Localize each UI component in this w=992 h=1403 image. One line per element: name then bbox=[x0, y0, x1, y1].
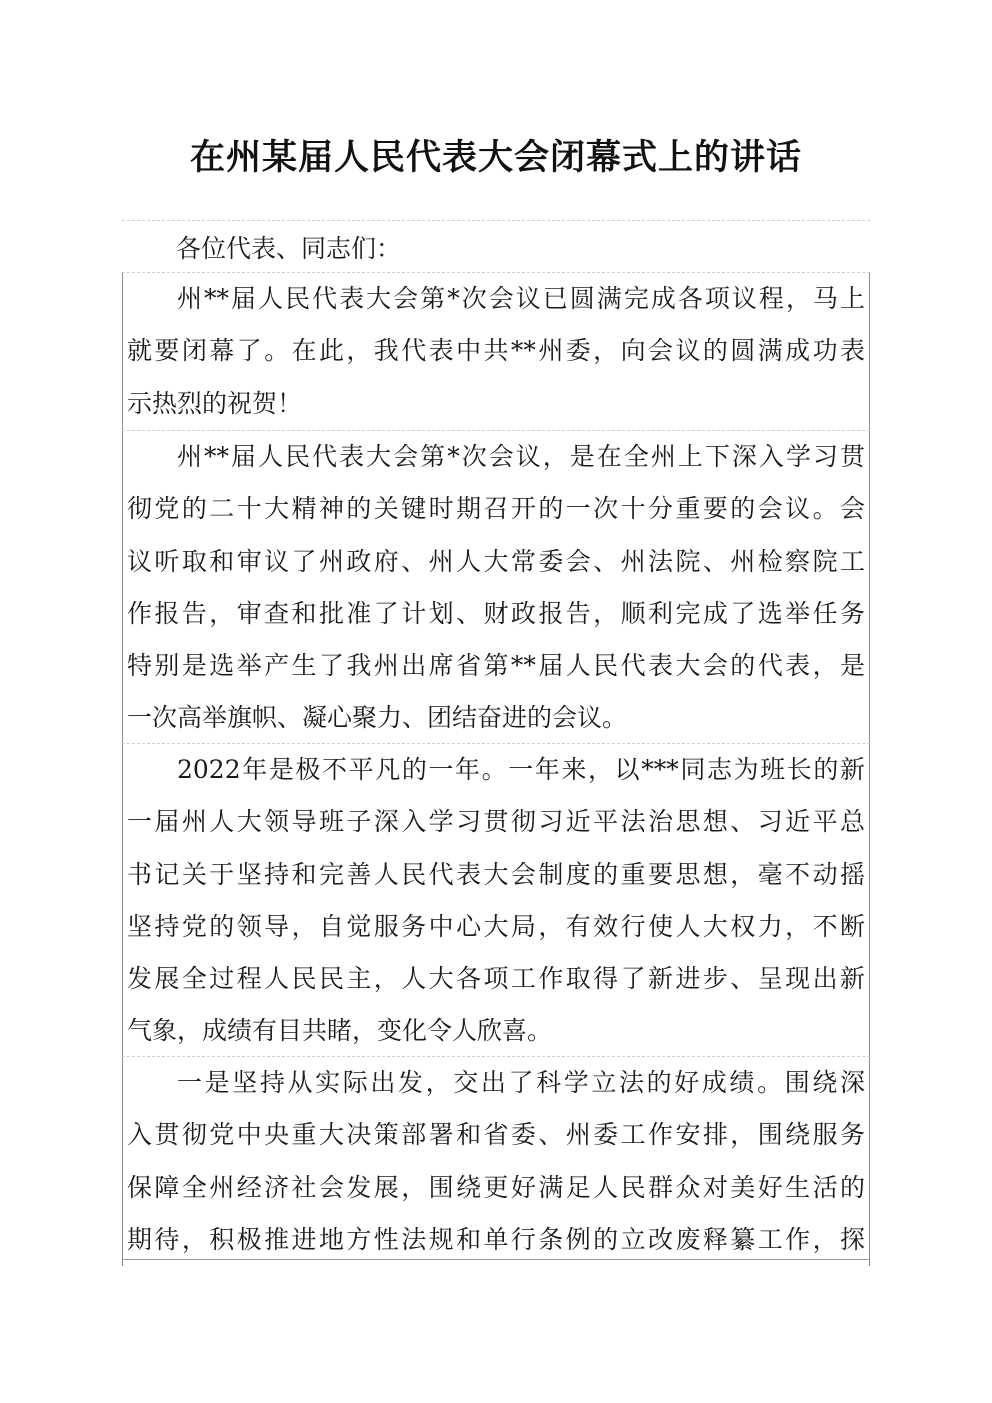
paragraph-line: 议听取和审议了州政府、州人大常委会、州法院、州检察院工 bbox=[127, 546, 865, 576]
paragraph-line: 一届州人大领导班子深入学习贯彻习近平法治思想、习近平总 bbox=[127, 807, 865, 837]
paragraph-3 bbox=[122, 744, 870, 1058]
paragraph-line: 入贯彻党中央重大决策部署和省委、州委工作安排，围绕服务 bbox=[127, 1120, 865, 1150]
paragraph-line: 示热烈的祝贺！ bbox=[127, 388, 303, 418]
paragraph-line: 作报告，审查和批准了计划、财政报告，顺利完成了选举任务 bbox=[127, 598, 865, 628]
paragraph-line: 特别是选举产生了我州出席省第**届人民代表大会的代表，是 bbox=[127, 651, 865, 681]
paragraph-1 bbox=[122, 273, 870, 430]
paragraph-line: 2022年是极不平凡的一年。一年来，以***同志为班长的新 bbox=[177, 755, 865, 784]
paragraph-line: 一是坚持从实际出发，交出了科学立法的好成绩。围绕深 bbox=[177, 1068, 865, 1097]
paragraph-line: 期待，积极推进地方性法规和单行条例的立改废释纂工作，探 bbox=[127, 1224, 865, 1254]
paragraph-line: 保障全州经济社会发展，围绕更好满足人民群众对美好生活的 bbox=[127, 1172, 865, 1202]
paragraph-line: 发展全过程人民民主，人大各项工作取得了新进步、呈现出新 bbox=[127, 964, 865, 994]
paragraph-2 bbox=[122, 431, 870, 745]
paragraph-line: 气象，成绩有目共睹，变化令人欣喜。 bbox=[127, 1016, 553, 1046]
salutation-line: 各位代表、同志们： bbox=[176, 234, 402, 263]
paragraph-line: 一次高举旗帜、凝心聚力、团结奋进的会议。 bbox=[127, 703, 628, 733]
paragraph-line: 州**届人民代表大会第*次会议，是在全州上下深入学习贯 bbox=[177, 442, 865, 471]
paragraph-line: 书记关于坚持和完善人民代表大会制度的重要思想，毫不动摇 bbox=[127, 859, 865, 889]
paragraph-4 bbox=[122, 1057, 870, 1266]
paragraph-line: 坚持党的领导，自觉服务中心大局，有效行使人大权力，不断 bbox=[127, 911, 865, 941]
document-title: 在州某届人民代表大会闭幕式上的讲话 bbox=[189, 138, 802, 178]
divider bbox=[122, 220, 870, 221]
salutation bbox=[122, 223, 870, 275]
paragraph-line: 就要闭幕了。在此，我代表中共**州委，向会议的圆满成功表 bbox=[127, 336, 865, 366]
paragraph-line: 彻党的二十大精神的关键时期召开的一次十分重要的会议。会 bbox=[127, 494, 865, 524]
paragraph-line: 州**届人民代表大会第*次会议已圆满完成各项议程，马上 bbox=[177, 284, 865, 313]
page-bottom-rule bbox=[122, 1259, 870, 1260]
